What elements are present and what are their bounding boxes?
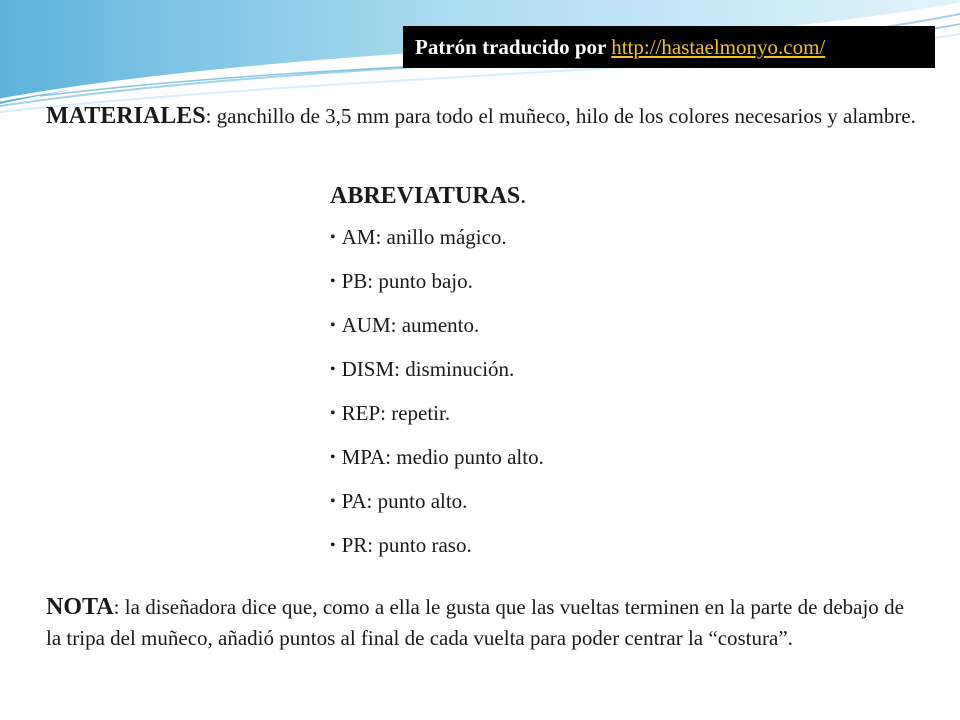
materials-paragraph [46, 101, 918, 132]
abbreviation-text: AM: anillo mágico. [341, 225, 507, 249]
bullet-icon: • [330, 493, 336, 510]
bullet-icon: • [330, 317, 336, 334]
banner-prefix: Patrón traducido por [415, 35, 612, 59]
list-item [330, 529, 750, 573]
abbreviations-heading: ABREVIATURAS [330, 183, 521, 209]
note-heading: NOTA [46, 594, 114, 620]
note-text: : la diseñadora dice que, como a ella le gusta que las vueltas terminen en la parte de debajo de la tripa del muñeco, añadió puntos al final de cada vuelta para poder centrar la “costura”. [46, 595, 904, 650]
abbreviations-title-suffix: . [520, 183, 527, 209]
list-item [330, 353, 750, 397]
abbreviation-text: PA: punto alto. [341, 489, 468, 513]
abbreviations-list [330, 221, 750, 573]
materials-heading: MATERIALES [46, 103, 206, 129]
abbreviation-text: REP: repetir. [341, 401, 451, 425]
list-item [330, 441, 750, 485]
list-item [330, 485, 750, 529]
list-item [330, 265, 750, 309]
abbreviations-section [330, 180, 750, 573]
abbreviation-text: MPA: medio punto alto. [341, 445, 544, 469]
abbreviation-text: DISM: disminución. [341, 357, 515, 381]
abbreviation-text: PB: punto bajo. [341, 269, 473, 293]
bullet-icon: • [330, 273, 336, 290]
bullet-icon: • [330, 537, 336, 554]
bullet-icon: • [330, 229, 336, 246]
translator-credit-banner [403, 26, 935, 68]
abbreviation-text: PR: punto raso. [341, 533, 472, 557]
materials-text: : ganchillo de 3,5 mm para todo el muñeco, hilo de los colores necesarios y alambre. [205, 104, 916, 128]
note-paragraph [46, 592, 904, 654]
abbreviation-text: AUM: aumento. [341, 313, 480, 337]
list-item [330, 221, 750, 265]
abbreviations-title [330, 180, 750, 212]
bullet-icon: • [330, 449, 336, 466]
bullet-icon: • [330, 405, 336, 422]
bullet-icon: • [330, 361, 336, 378]
list-item [330, 309, 750, 353]
translator-link[interactable]: http://hastaelmonyo.com/ [611, 35, 826, 59]
list-item [330, 397, 750, 441]
